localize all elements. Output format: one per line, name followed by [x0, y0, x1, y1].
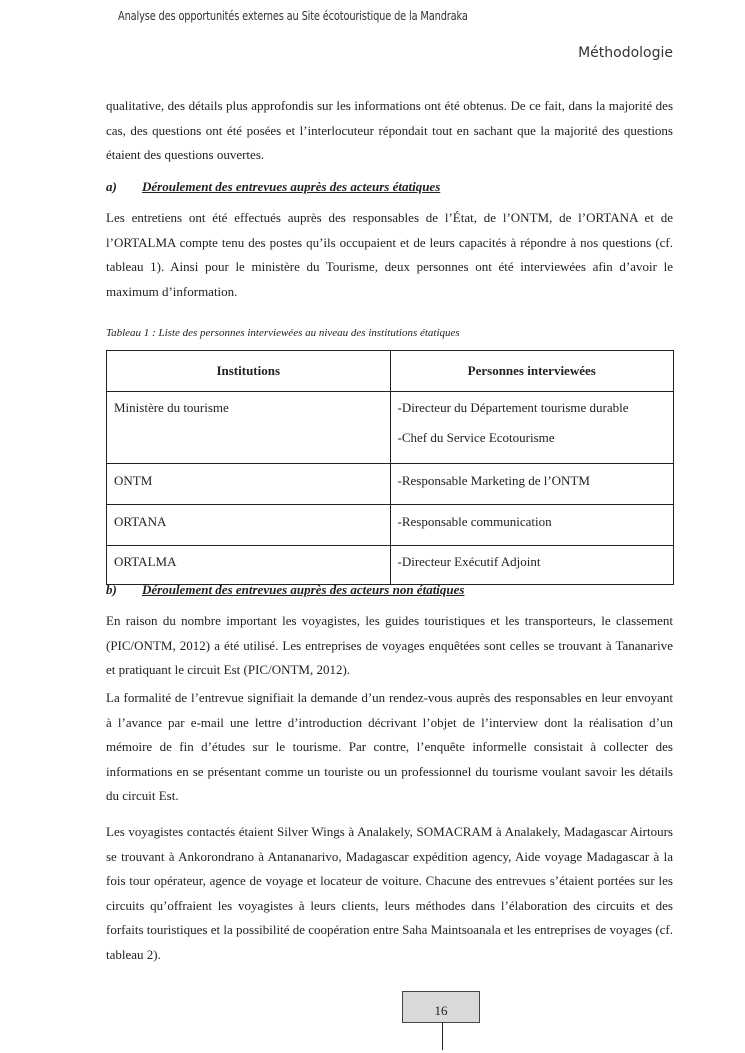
table-cell-institution: [107, 546, 391, 585]
intro-paragraph-block: [106, 94, 673, 168]
person-entry: -Chef du Service Ecotourisme: [397, 430, 555, 445]
table-row: [107, 505, 674, 546]
page-number: 16: [402, 991, 480, 1023]
table-cell-persons: [390, 505, 674, 546]
person-entry: -Directeur du Département tourisme durable: [397, 400, 629, 415]
section-b-label: b): [106, 582, 117, 597]
section-b-paragraph: La formalité de l’entrevue signifiait la demande d’un rendez-vous auprès des responsables en leur envoyant à l’avance par e-mail une lettre d’introduction décrivant l’objet de l’interview dont la réalisation d’un mémoire de fin d’études sur le tourisme. Par contre, l’enquête informelle consistait à collecter des informations en se présentant comme un touriste ou un professionnel du tourisme voulant savoir les détails du circuit Est.: [106, 690, 673, 803]
page-number-stem: [442, 1022, 443, 1050]
table-cell-persons: [390, 546, 674, 585]
institutions-table: [106, 350, 674, 585]
table-cell-institution: [107, 505, 391, 546]
table-header-persons: Personnes interviewées: [390, 351, 674, 392]
table-cell-institution: [107, 392, 391, 464]
institution-name: ORTANA: [114, 514, 167, 529]
person-entry: -Responsable communication: [397, 514, 552, 529]
institution-name: ORTALMA: [114, 554, 177, 569]
section-a-paragraph-block: [106, 206, 673, 304]
table-row: [107, 464, 674, 505]
table-cell-institution: [107, 464, 391, 505]
section-a-label: a): [106, 179, 117, 194]
table-caption: Tableau 1 : Liste des personnes interviewées au niveau des institutions étatiques: [106, 327, 460, 339]
table-cell-persons: [390, 392, 674, 464]
section-b-paragraph-1-block: [106, 609, 673, 683]
table-header-institutions: Institutions: [107, 351, 391, 392]
institution-name: Ministère du tourisme: [114, 400, 229, 415]
section-b-paragraph: En raison du nombre important les voyagistes, les guides touristiques et les transporteurs, le classement (PIC/ONTM, 2012) a été utilisé. Les entreprises de voyages enquêtées sont celles se trouvant à Tananarive et pratiquant le circuit Est (PIC/ONTM, 2012).: [106, 613, 673, 677]
section-a-heading: [106, 179, 673, 195]
section-b-paragraph-2-block: [106, 686, 673, 809]
person-entry: -Responsable Marketing de l’ONTM: [397, 473, 590, 488]
section-b-paragraph-3-block: [106, 820, 673, 967]
section-b-title: Déroulement des entrevues auprès des acteurs non étatiques: [142, 582, 465, 597]
document-title-header: Analyse des opportunités externes au Site écotouristique de la Mandraka: [118, 9, 468, 23]
section-b-paragraph: Les voyagistes contactés étaient Silver Wings à Analakely, SOMACRAM à Analakely, Madagascar Airtours se trouvant à Ankorondrano à Antananarivo, Madagascar expédition agency, Aide voyage Madagascar à la fois tour opérateur, agence de voyage et locateur de voiture. Chacune des entrevues s’étaient portées sur les circuits qu’offraient les voyagistes à leurs clients, leurs méthodes dans l’élaboration des circuits et des forfaits touristiques et la possibilité de coopération entre Saha Maintsoanala et les entreprises de voyages (cf. tableau 2).: [106, 824, 673, 962]
intro-paragraph: qualitative, des détails plus approfondis sur les informations ont été obtenus. De ce fait, dans la majorité des cas, des questions ont été posées et l’interlocuteur répondait tout en sachant que la majorité des questions étaient des questions ouvertes.: [106, 98, 673, 162]
section-a-paragraph: Les entretiens ont été effectués auprès des responsables de l’État, de l’ONTM, de l’ORTANA et de l’ORTALMA compte tenu des postes qu’ils occupaient et de leurs capacités à répondre à nos questions (cf. tableau 1). Ainsi pour le ministère du Tourisme, deux personnes ont été interviewées afin d’avoir le maximum d’information.: [106, 210, 673, 299]
section-header: Méthodologie: [578, 45, 673, 61]
section-a-title: Déroulement des entrevues auprès des acteurs étatiques: [142, 179, 441, 194]
person-entry: -Directeur Exécutif Adjoint: [397, 554, 541, 569]
section-b-heading: [106, 582, 673, 598]
table-row: [107, 546, 674, 585]
table-cell-persons: [390, 464, 674, 505]
institution-name: ONTM: [114, 473, 153, 488]
table-header-row: [107, 351, 674, 392]
table-row: [107, 392, 674, 464]
